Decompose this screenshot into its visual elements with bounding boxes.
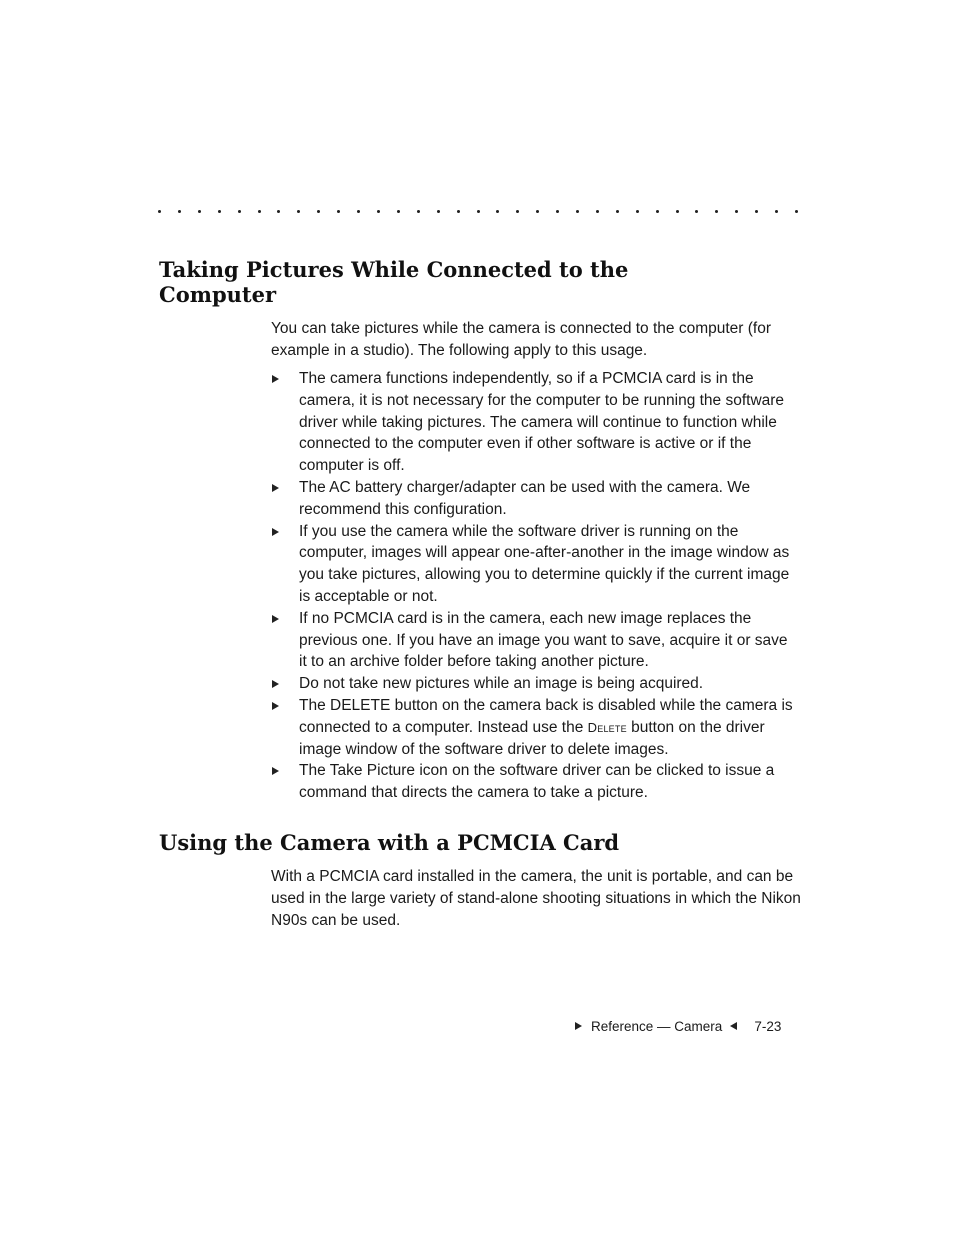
triangle-right-icon	[272, 702, 279, 710]
page-number: 7-23	[754, 1018, 782, 1034]
bullet-list	[271, 368, 796, 804]
list-item	[271, 368, 796, 477]
triangle-right-icon	[272, 375, 279, 383]
rule-dot	[715, 210, 718, 213]
section-intro-paragraph: You can take pictures while the camera is connected to the computer (for example in a studio). The following apply to this usage.	[271, 320, 772, 359]
rule-dot	[457, 210, 460, 213]
rule-dot	[636, 210, 639, 213]
triangle-right-icon	[272, 615, 279, 623]
list-item-text: If no PCMCIA card is in the camera, each new image replaces the previous one. If you have an image you want to save, acquire it or save it to an archive folder before taking another picture.	[299, 609, 788, 671]
rule-dot	[198, 210, 201, 213]
rule-dot	[238, 210, 241, 213]
rule-dot	[536, 210, 539, 213]
rule-dot	[437, 210, 440, 213]
list-item	[271, 608, 796, 673]
list-item-text: If you use the camera while the software driver is running on the computer, images will appear one-after-another in the image window as you take pictures, allowing you to determine quickly if the current image is acceptable or not.	[299, 522, 790, 605]
rule-dot	[516, 210, 519, 213]
list-item	[271, 521, 796, 608]
rule-dot	[357, 210, 360, 213]
list-item-text: The camera functions independently, so if a PCMCIA card is in the camera, it is not necessary for the computer to be running the software driver while taking pictures. The camera will continue to function while connected to the computer even if other software is active or if the computer is off.	[299, 370, 785, 475]
list-item	[271, 673, 796, 695]
list-item-text: Do not take new pictures while an image is being acquired.	[299, 675, 704, 693]
list-item-text-after: button on the driver image window of the software driver to delete images.	[299, 718, 765, 758]
triangle-right-icon	[575, 1022, 582, 1030]
rule-dot	[496, 210, 499, 213]
rule-dot	[317, 210, 320, 213]
page-footer	[575, 1016, 797, 1036]
rule-dot	[695, 210, 698, 213]
list-item-text-before: The DELETE button on the camera back is disabled while the camera is connected to a computer. Instead use the	[299, 696, 793, 736]
rule-dot	[337, 210, 340, 213]
list-item	[271, 477, 796, 521]
rule-dot	[158, 210, 161, 213]
rule-dot	[258, 210, 261, 213]
rule-dot	[775, 210, 778, 213]
rule-dot	[676, 210, 679, 213]
triangle-right-icon	[272, 680, 279, 688]
rule-dot	[755, 210, 758, 213]
rule-dot	[735, 210, 738, 213]
delete-button-label: Delete	[587, 719, 627, 735]
rule-dot	[556, 210, 559, 213]
rule-dot	[397, 210, 400, 213]
rule-dot	[656, 210, 659, 213]
list-item	[271, 760, 796, 804]
rule-dot	[477, 210, 480, 213]
section-heading-connected: Taking Pictures While Connected to the Computer	[159, 257, 629, 307]
list-item	[271, 695, 796, 760]
list-item-text: The AC battery charger/adapter can be used with the camera. We recommend this configuration.	[299, 478, 751, 518]
rule-dot	[795, 210, 798, 213]
rule-dot	[616, 210, 619, 213]
triangle-right-icon	[272, 528, 279, 536]
rule-dot	[218, 210, 221, 213]
rule-dot	[417, 210, 420, 213]
rule-dot	[377, 210, 380, 213]
rule-dot	[178, 210, 181, 213]
footer-section-label: Reference — Camera	[591, 1018, 723, 1034]
triangle-right-icon	[272, 767, 279, 775]
rule-dot	[596, 210, 599, 213]
section-heading-pcmcia: Using the Camera with a PCMCIA Card	[159, 830, 620, 855]
section-body-paragraph: With a PCMCIA card installed in the camera, the unit is portable, and can be used in the large variety of stand-alone shooting situations in which the Nikon N90s can be used.	[271, 868, 801, 929]
list-item-text: The Take Picture icon on the software driver can be clicked to issue a command that directs the camera to take a picture.	[299, 762, 775, 802]
rule-dot	[297, 210, 300, 213]
rule-dot	[277, 210, 280, 213]
triangle-left-icon	[730, 1022, 737, 1030]
triangle-right-icon	[272, 484, 279, 492]
rule-dot	[576, 210, 579, 213]
dotted-rule	[158, 201, 798, 221]
